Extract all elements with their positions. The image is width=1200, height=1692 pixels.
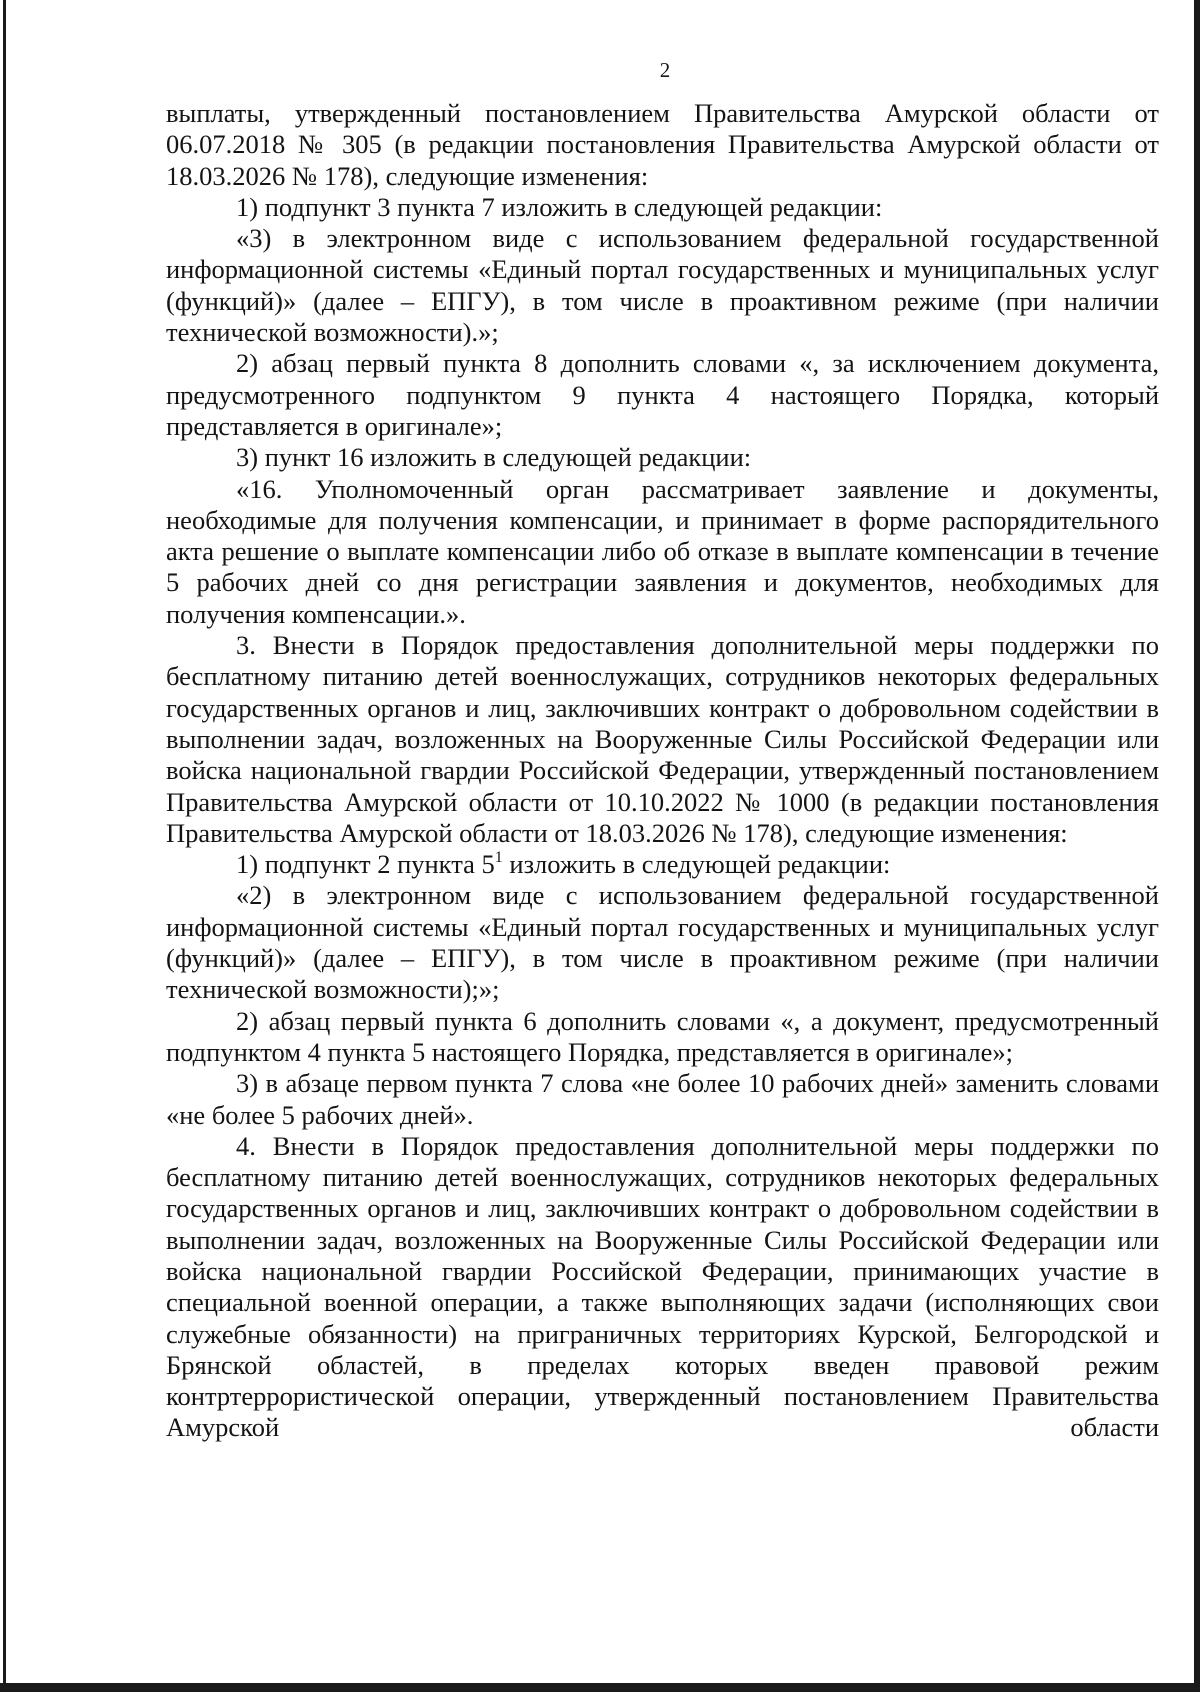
paragraph-item-3: 3) пункт 16 изложить в следующей редакции: xyxy=(236,442,752,473)
document-body xyxy=(166,98,1159,1444)
page-number: 2 xyxy=(659,58,671,82)
scan-edge-bottom xyxy=(0,1683,1200,1692)
paragraph-quote-16: «16. Уполномоченный орган рассматривает заявление и документы, необходимые для получения компенсации, и принимает в форме распорядительного акта решение о выплате компенсации либо об отказе в выплате компенсации в течение 5 рабочих дней со дня регистрации заявления и документов, необходимых для получения компенсации.». xyxy=(166,473,1159,629)
paragraph-quote-2: «2) в электронном виде с использованием федеральной государственной информационной системы «Единый портал государственных и муниципальных услуг (функций)» (далее – ЕПГУ), в том числе в проактивном режиме (при наличии технической возможности);»; xyxy=(166,880,1159,1005)
paragraph-item-2: 2) абзац первый пункта 8 дополнить словами «, за исключением документа, предусмотренного подпунктом 9 пункта 4 настоящего Порядка, который представляется в оригинале»; xyxy=(166,348,1159,441)
paragraph-item-2b: 2) абзац первый пункта 6 дополнить словами «, а документ, предусмотренный подпунктом 4 пункта 5 настоящего Порядка, представляется в оригинале»; xyxy=(166,1005,1159,1067)
scan-edge-right xyxy=(1194,0,1200,1692)
superscript-one: 1 xyxy=(494,849,503,867)
paragraph-section-4: 4. Внести в Порядок предоставления дополнительной меры поддержки по бесплатному питанию детей военнослужащих, сотрудников некоторых федеральных государственных органов и лиц, заключивших контракт о добровольном содействии в выполнении задач, возложенных на Вооруженные Силы Российской Федерации или войска национальной гвардии Российской Федерации, принимающих участие в специальной военной операции, а также выполняющих задачи (исполняющих свои служебные обязанности) на приграничных территориях Курской, Белгородской и Брянской областей, в пределах которых введен правовой режим контртеррористической операции, утвержденный постановлением Правительства Амурской области xyxy=(166,1130,1159,1443)
paragraph-item-1-sup-before: 1) подпункт 2 пункта 5 xyxy=(236,849,495,880)
scan-edge-left xyxy=(3,0,6,1692)
paragraph-quote-3: «3) в электронном виде с использованием федеральной государственной информационной системы «Единый портал государственных и муниципальных услуг (функций)» (далее – ЕПГУ), в том числе в проактивном режиме (при наличии технической возможности).»; xyxy=(166,223,1159,348)
paragraph-item-3b: 3) в абзаце первом пункта 7 слова «не более 10 рабочих дней» заменить словами «не более 5 рабочих дней». xyxy=(166,1068,1159,1130)
paragraph-section-3: 3. Внести в Порядок предоставления дополнительной меры поддержки по бесплатному питанию детей военнослужащих, сотрудников некоторых федеральных государственных органов и лиц, заключивших контракт о добровольном содействии в выполнении задач, возложенных на Вооруженные Силы Российской Федерации или войска национальной гвардии Российской Федерации, утвержденный постановлением Правительства Амурской области от 10.10.2022 № 1000 (в редакции постановления Правительства Амурской области от 18.03.2026 № 178), следующие изменения: xyxy=(166,630,1159,848)
paragraph-item-1: 1) подпункт 3 пункта 7 изложить в следующей редакции: xyxy=(236,191,883,222)
paragraph-continuation: выплаты, утвержденный постановлением Правительства Амурской области от 06.07.2018 № 305 (в редакции постановления Правительства Амурской области от 18.03.2026 № 178), следующие изменения: xyxy=(166,98,1159,191)
paragraph-item-1-sup xyxy=(166,849,1159,880)
paragraph-item-1-sup-after: изложить в следующей редакции: xyxy=(502,849,891,880)
